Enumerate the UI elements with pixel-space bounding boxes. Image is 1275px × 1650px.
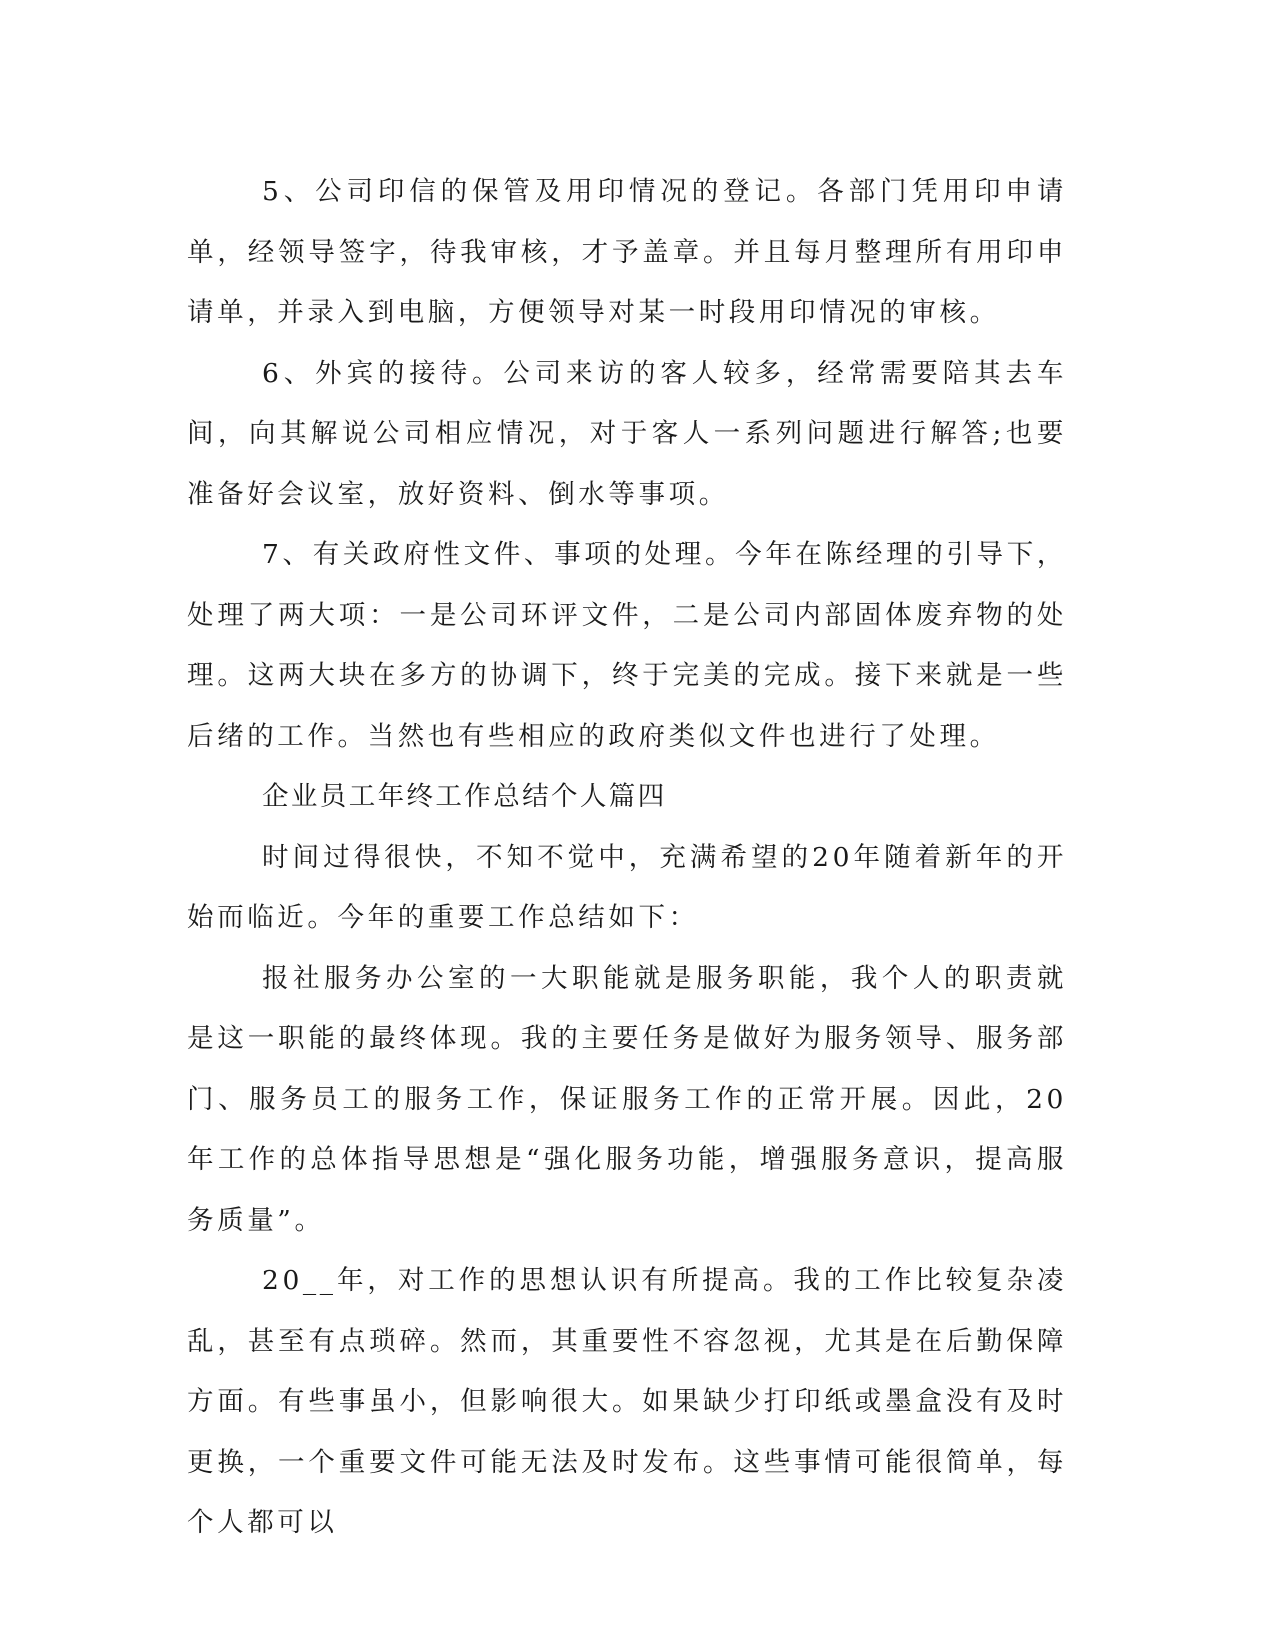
paragraph-guest-reception: 6、外宾的接待。公司来访的客人较多，经常需要陪其去车间，向其解说公司相应情况，对于客人一系列问题进行解答;也要准备好会议室，放好资料、倒水等事项。 bbox=[187, 357, 1067, 510]
document-body bbox=[187, 162, 1067, 1554]
paragraph-government-documents: 7、有关政府性文件、事项的处理。今年在陈经理的引导下，处理了两大项：一是公司环评文件，二是公司内部固体废弃物的处理。这两大块在多方的协调下，终于完美的完成。接下来就是一些后绪的工作。当然也有些相应的政府类似文件也进行了处理。 bbox=[187, 539, 1067, 752]
paragraph-intro: 时间过得很快，不知不觉中，充满希望的20年随着新年的开始而临近。今年的重要工作总结如下： bbox=[187, 841, 1067, 933]
paragraph-seal-management: 5、公司印信的保管及用印情况的登记。各部门凭用印申请单，经领导签字，待我审核，才予盖章。并且每月整理所有用印申请单，并录入到电脑，方便领导对某一时段用印情况的审核。 bbox=[187, 176, 1067, 328]
paragraph-work-understanding: 20__年，对工作的思想认识有所提高。我的工作比较复杂凌乱，甚至有点琐碎。然而，其重要性不容忽视，尤其是在后勤保障方面。有些事虽小，但影响很大。如果缺少打印纸或墨盒没有及时更换，一个重要文件可能无法及时发布。这些事情可能很简单，每个人都可以 bbox=[187, 1265, 1067, 1538]
section-heading: 企业员工年终工作总结个人篇四 bbox=[262, 781, 667, 812]
paragraph-service-function: 报社服务办公室的一大职能就是服务职能，我个人的职责就是这一职能的最终体现。我的主要任务是做好为服务领导、服务部门、服务员工的服务工作，保证服务工作的正常开展。因此，20年工作的总体指导思想是“强化服务功能，增强服务意识，提高服务质量”。 bbox=[187, 962, 1067, 1236]
